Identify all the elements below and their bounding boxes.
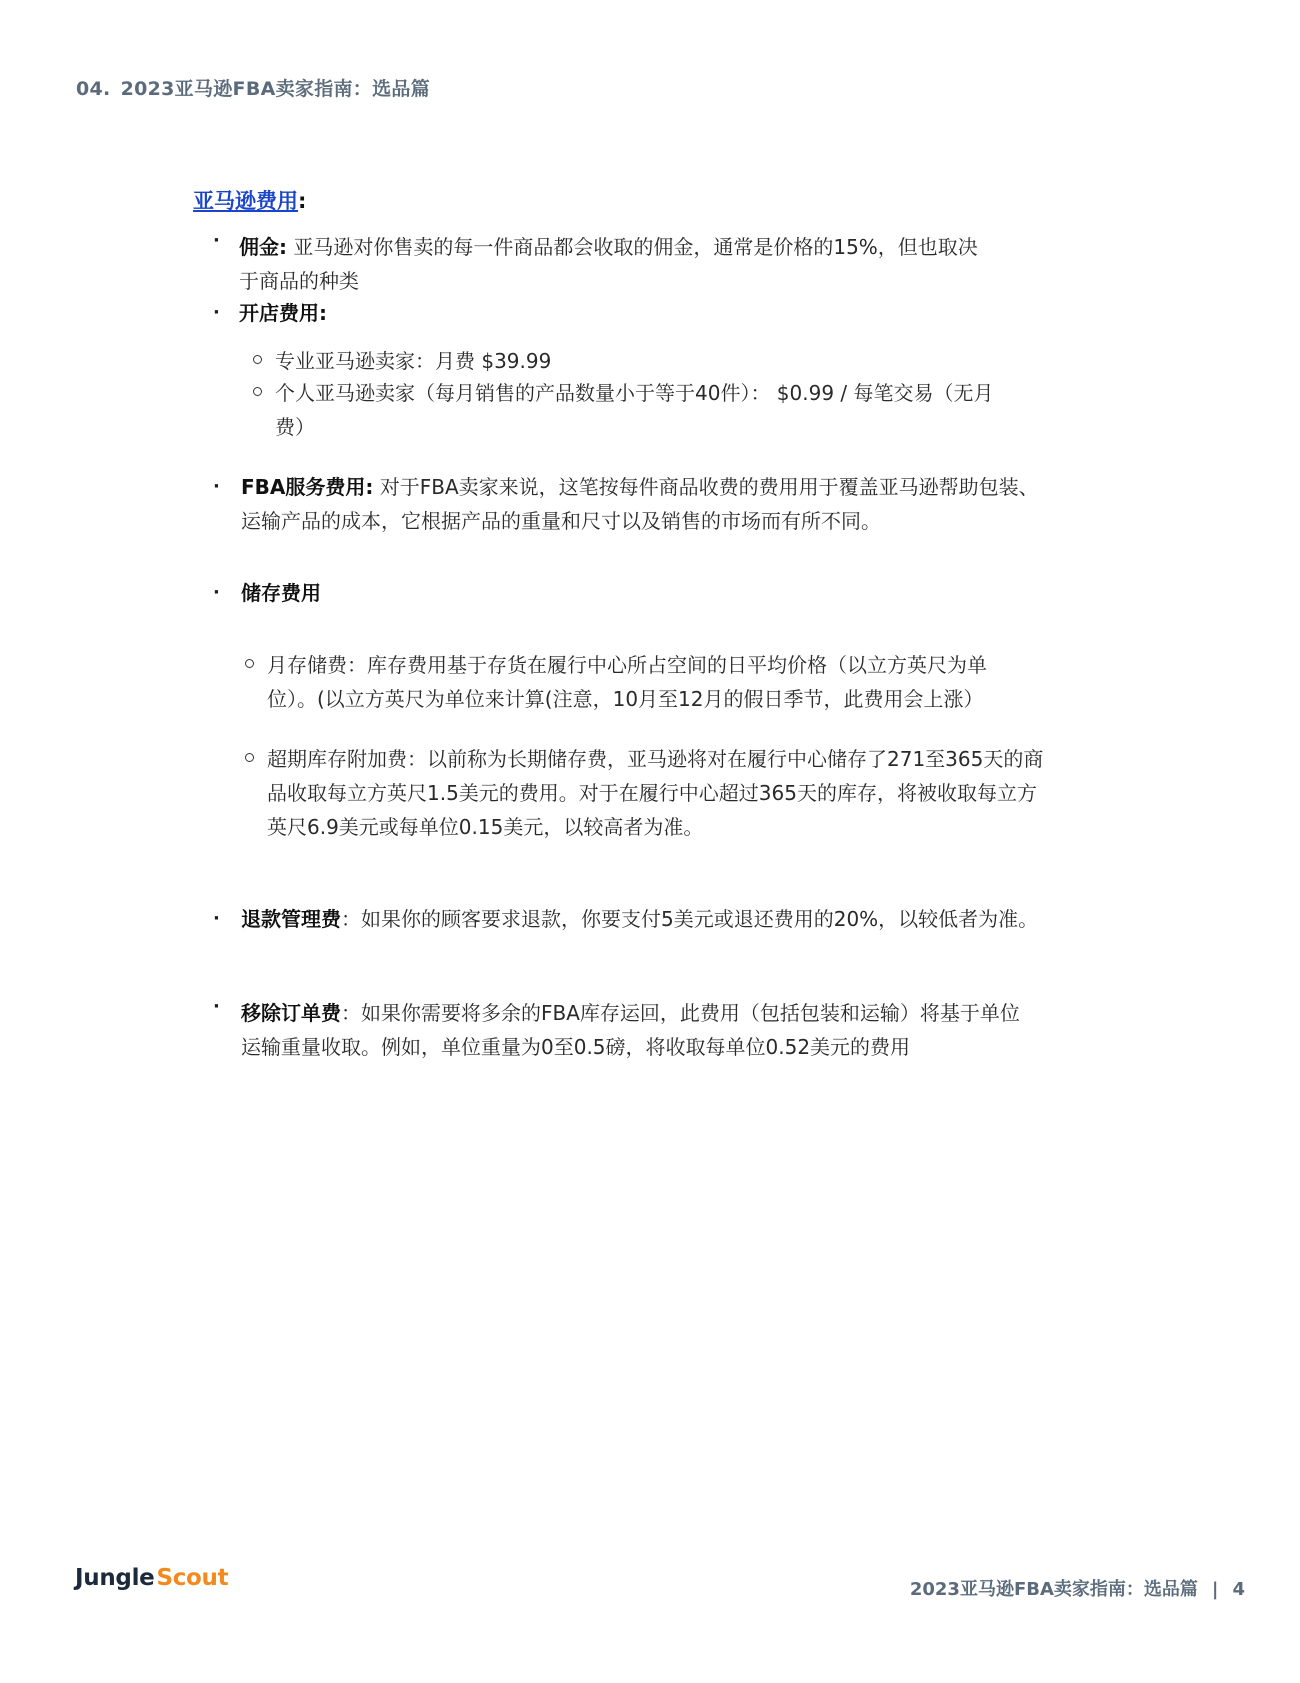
bullet-dot-icon: · — [213, 582, 220, 603]
page-number: 4 — [1232, 1579, 1245, 1600]
commission-desc-line2: 于商品的种类 — [239, 269, 359, 293]
refund-fee-term: 退款管理费 — [241, 907, 341, 931]
store-fee-term: 开店费用: — [239, 301, 327, 325]
storage-monthly-line1: 月存储费：库存费用基于存货在履行中心所占空间的日平均价格（以立方英尺为单 — [267, 653, 987, 677]
store-fee-individual-text — [275, 376, 1055, 444]
bullet-dot-icon: · — [213, 908, 220, 929]
section-title-colon: : — [298, 189, 307, 213]
store-fee-individual-line2: 费） — [275, 415, 315, 439]
removal-fee-term: 移除订单费 — [241, 1001, 341, 1025]
jungle-scout-logo — [75, 1565, 228, 1591]
fba-fee-desc-line1: 对于FBA卖家来说，这笔按每件商品收费的费用用于覆盖亚马逊帮助包装、 — [373, 475, 1039, 499]
footer-guide-title: 2023亚马逊FBA卖家指南：选品篇 — [909, 1579, 1198, 1600]
storage-fee-aged-text — [267, 742, 1047, 844]
page-footer — [910, 1575, 1245, 1601]
storage-monthly-line2: 位）。(以立方英尺为单位来计算(注意，10月至12月的假日季节，此费用会上涨） — [267, 687, 984, 711]
bullet-dot-icon: · — [213, 230, 220, 251]
commission-desc-line1: 亚马逊对你售卖的每一件商品都会收取的佣金，通常是价格的15%，但也取决 — [287, 235, 978, 259]
logo-word-scout: Scout — [156, 1565, 229, 1591]
circle-bullet-icon — [245, 753, 254, 762]
commission-term: 佣金: — [239, 235, 287, 259]
section-title — [193, 184, 306, 218]
storage-fee-term: 储存费用 — [241, 581, 321, 605]
storage-aged-line1: 超期库存附加费：以前称为长期储存费，亚马逊将对在履行中心储存了271至365天的商 — [267, 747, 1044, 771]
storage-aged-line2: 品收取每立方英尺1.5美元的费用。对于在履行中心超过365天的库存，将被收取每立方 — [267, 781, 1037, 805]
amazon-fees-link[interactable]: 亚马逊费用 — [193, 189, 298, 213]
refund-fee-desc: ：如果你的顾客要求退款，你要支付5美元或退还费用的20%，以较低者为准。 — [341, 907, 1039, 931]
bullet-dot-icon: · — [213, 302, 220, 323]
circle-bullet-icon — [253, 355, 262, 364]
circle-bullet-icon — [245, 659, 254, 668]
page-header — [76, 74, 430, 101]
fba-fee-term: FBA服务费用: — [241, 475, 374, 499]
logo-word-jungle: Jungle — [75, 1565, 155, 1591]
removal-fee-desc-line1: ：如果你需要将多余的FBA库存运回，此费用（包括包装和运输）将基于单位 — [341, 1001, 1020, 1025]
footer-separator: | — [1211, 1579, 1219, 1600]
bullet-dot-icon: · — [213, 996, 220, 1017]
store-fee-professional-text: 专业亚马逊卖家：月费 $39.99 — [275, 349, 552, 373]
storage-fee-monthly-text — [267, 648, 1047, 716]
removal-fee-desc-line2: 运输重量收取。例如，单位重量为0至0.5磅，将收取每单位0.52美元的费用 — [241, 1035, 911, 1059]
fba-fee-desc-line2: 运输产品的成本，它根据产品的重量和尺寸以及销售的市场而有所不同。 — [241, 509, 881, 533]
bullet-dot-icon: · — [213, 476, 220, 497]
chapter-number: 04. — [76, 78, 111, 100]
store-fee-individual-line1: 个人亚马逊卖家（每月销售的产品数量小于等于40件）： $0.99 / 每笔交易（无月 — [275, 381, 994, 405]
chapter-title: 2023亚马逊FBA卖家指南：选品篇 — [120, 78, 431, 100]
storage-aged-line3: 英尺6.9美元或每单位0.15美元，以较高者为准。 — [267, 815, 704, 839]
circle-bullet-icon — [253, 387, 262, 396]
